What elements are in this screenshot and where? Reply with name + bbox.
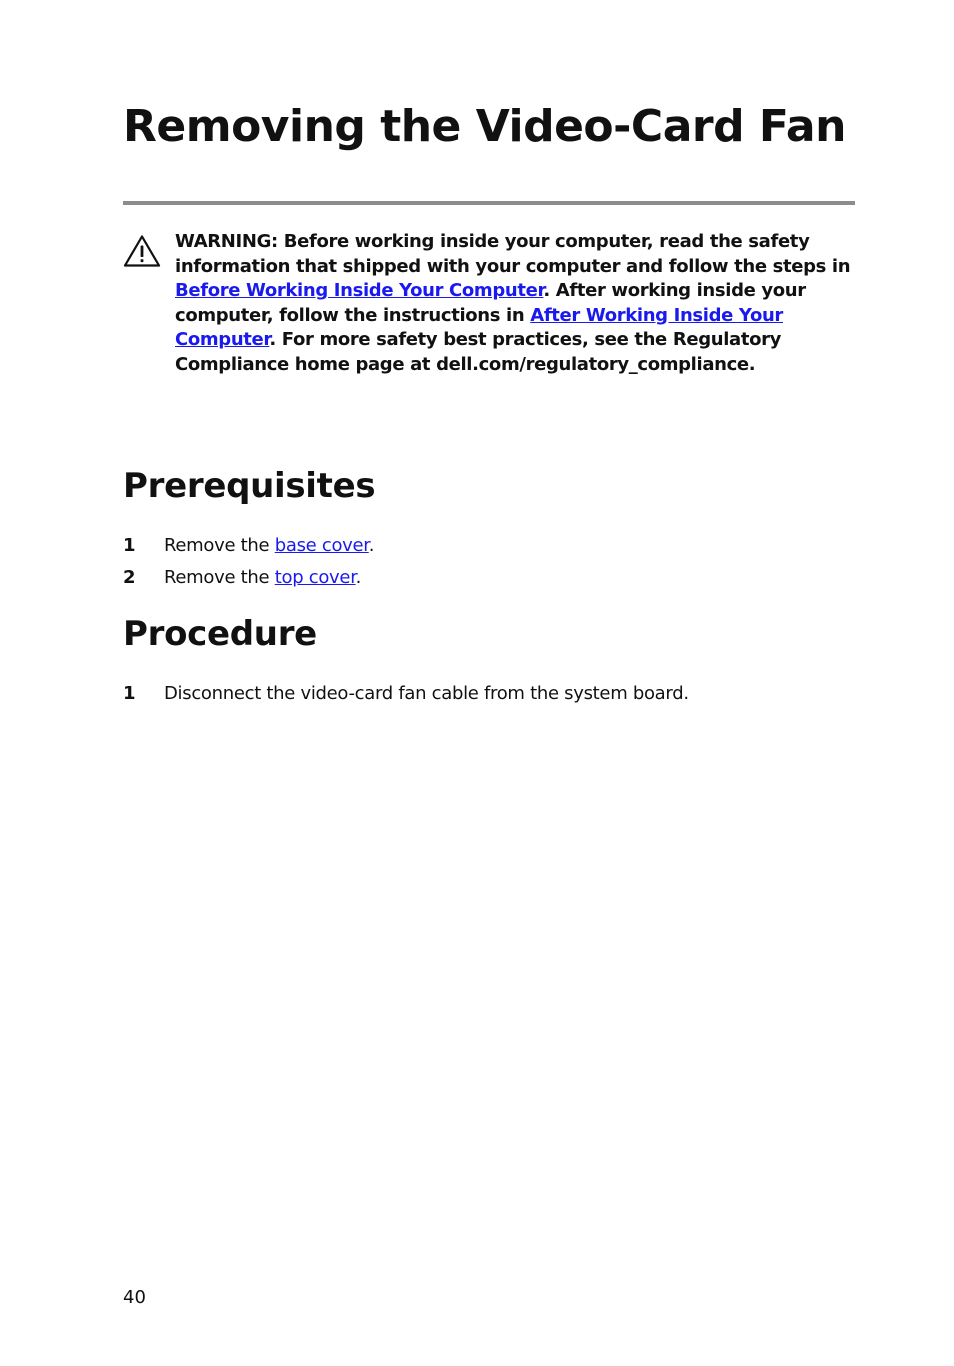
step-text: Disconnect the video-card fan cable from the system board. <box>164 683 689 704</box>
procedure-heading: Procedure <box>123 614 317 654</box>
step-number: 2 <box>123 567 136 588</box>
step-number: 1 <box>123 535 136 556</box>
before-working-inside-link[interactable]: Before Working Inside Your Computer <box>175 280 544 302</box>
after-working-inside-link[interactable]: After Working Inside Your Computer <box>175 304 783 351</box>
warning-text-part: . After working inside your computer, follow the instructions in <box>175 280 806 326</box>
base-cover-link[interactable]: base cover <box>274 535 369 556</box>
step-text-suffix: . <box>368 535 375 556</box>
warning-text-part: WARNING: Before working inside your computer, read the safety information that shipped with your computer and follow the steps in <box>175 231 851 277</box>
page-number: 40 <box>123 1287 146 1308</box>
prerequisites-heading: Prerequisites <box>123 466 376 506</box>
warning-text-part: . For more safety best practices, see the Regulatory Compliance home page at dell.com/regulatory_compliance. <box>175 329 781 375</box>
top-cover-link[interactable]: top cover <box>274 567 356 588</box>
step-text-suffix: . <box>355 567 362 588</box>
step-text-prefix: Remove the <box>164 567 275 588</box>
step-number: 1 <box>123 683 136 704</box>
page-title: Removing the Video-Card Fan <box>123 101 846 152</box>
warning-text <box>175 230 865 378</box>
title-divider <box>123 201 855 205</box>
step-text <box>164 566 361 590</box>
step-text <box>164 534 374 558</box>
step-text-prefix: Remove the <box>164 535 275 556</box>
warning-triangle-icon <box>123 234 161 268</box>
